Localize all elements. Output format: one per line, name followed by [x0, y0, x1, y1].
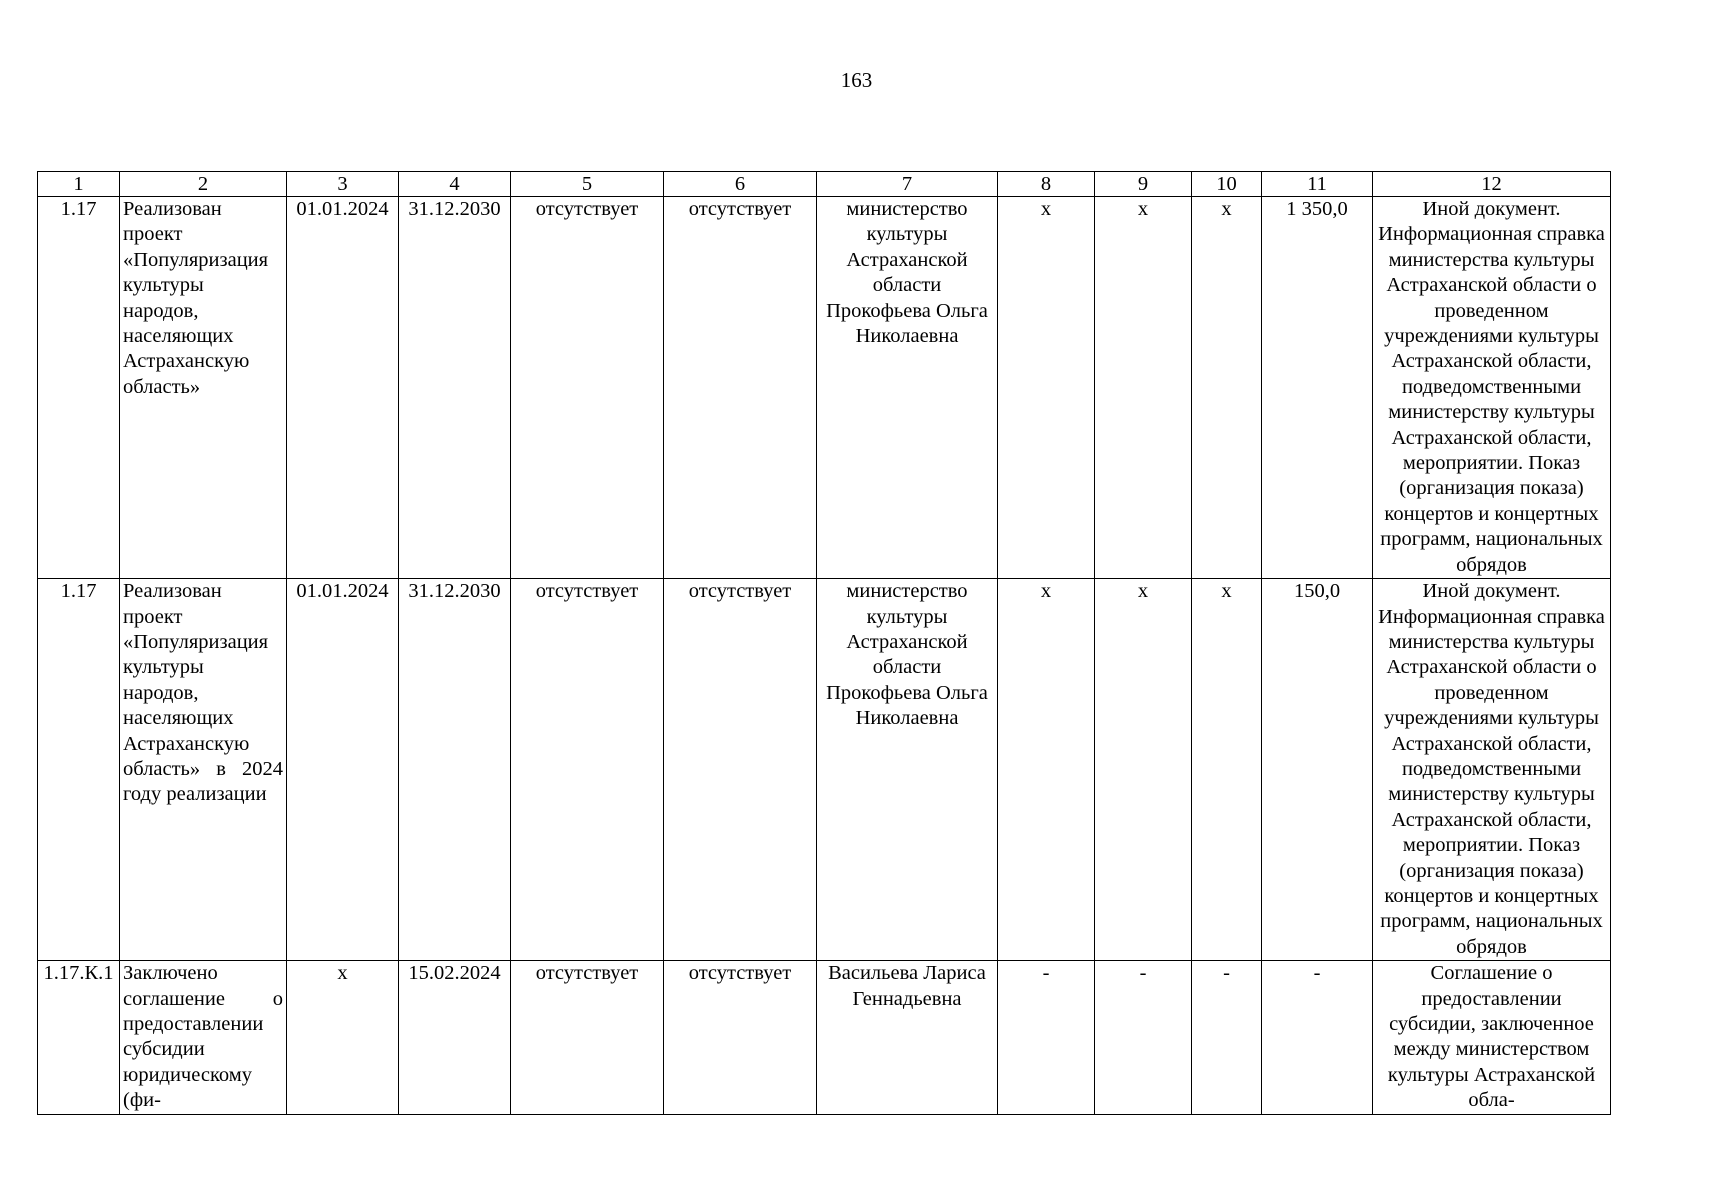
- column-header: 9: [1095, 172, 1192, 197]
- document-cell: Иной документ. Информационная справка министерства культуры Астраханской области о проведенном учреждениями культуры Астраханской области, подведомственными министерству культуры Астраханской области, мероприятии. Показ (организация показа) концертов и концертных программ, национальных обрядов: [1373, 197, 1611, 579]
- column-8-cell: x: [998, 579, 1095, 961]
- column-header: 5: [511, 172, 664, 197]
- row-number-cell: 1.17.К.1: [38, 961, 120, 1114]
- column-6-cell: отсутствует: [664, 961, 817, 1114]
- end-date-cell: 31.12.2030: [399, 579, 511, 961]
- column-header: 6: [664, 172, 817, 197]
- document-cell: Иной документ. Информационная справка министерства культуры Астраханской области о проведенном учреждениями культуры Астраханской области, подведомственными министерству культуры Астраханской области, мероприятии. Показ (организация показа) концертов и концертных программ, национальных обрядов: [1373, 579, 1611, 961]
- column-9-cell: -: [1095, 961, 1192, 1114]
- table-row: [38, 579, 1611, 961]
- row-number-cell: 1.17: [38, 197, 120, 579]
- column-6-cell: отсутствует: [664, 579, 817, 961]
- start-date-cell: 01.01.2024: [287, 197, 399, 579]
- column-header: 10: [1192, 172, 1262, 197]
- amount-cell: 1 350,0: [1262, 197, 1373, 579]
- column-5-cell: отсутствует: [511, 579, 664, 961]
- start-date-cell: x: [287, 961, 399, 1114]
- end-date-cell: 31.12.2030: [399, 197, 511, 579]
- column-header: 3: [287, 172, 399, 197]
- responsible-cell: Васильева Лариса Геннадьевна: [817, 961, 998, 1114]
- result-name-cell: Заключено соглашение о предоставлении субсидии юридическому (фи-: [120, 961, 287, 1114]
- responsible-cell: министерство культуры Астраханской области Прокофьева Ольга Николаевна: [817, 579, 998, 961]
- document-cell: Соглашение о предоставлении субсидии, заключенное между министерством культуры Астраханской обла-: [1373, 961, 1611, 1114]
- column-10-cell: x: [1192, 197, 1262, 579]
- row-number-cell: 1.17: [38, 579, 120, 961]
- column-header: 4: [399, 172, 511, 197]
- column-header: 2: [120, 172, 287, 197]
- table-row: [38, 961, 1611, 1114]
- column-6-cell: отсутствует: [664, 197, 817, 579]
- result-name-cell: Реализован проект «Популяризация культуры народов, населяющих Астраханскую область» в 2024 году реализации: [120, 579, 287, 961]
- column-5-cell: отсутствует: [511, 197, 664, 579]
- column-9-cell: x: [1095, 197, 1192, 579]
- column-8-cell: -: [998, 961, 1095, 1114]
- amount-cell: 150,0: [1262, 579, 1373, 961]
- column-header: 11: [1262, 172, 1373, 197]
- column-8-cell: x: [998, 197, 1095, 579]
- page-number: 163: [840, 68, 873, 92]
- amount-cell: -: [1262, 961, 1373, 1114]
- responsible-cell: министерство культуры Астраханской области Прокофьева Ольга Николаевна: [817, 197, 998, 579]
- column-5-cell: отсутствует: [511, 961, 664, 1114]
- column-header: 12: [1373, 172, 1611, 197]
- column-header: 1: [38, 172, 120, 197]
- column-10-cell: -: [1192, 961, 1262, 1114]
- plan-table: [37, 171, 1611, 1115]
- column-9-cell: x: [1095, 579, 1192, 961]
- table-row: [38, 197, 1611, 579]
- column-header: 8: [998, 172, 1095, 197]
- result-name-cell: Реализован проект «Популяризация культуры народов, населяющих Астраханскую область»: [120, 197, 287, 579]
- column-header: 7: [817, 172, 998, 197]
- column-10-cell: x: [1192, 579, 1262, 961]
- start-date-cell: 01.01.2024: [287, 579, 399, 961]
- end-date-cell: 15.02.2024: [399, 961, 511, 1114]
- column-number-row: [38, 172, 1611, 197]
